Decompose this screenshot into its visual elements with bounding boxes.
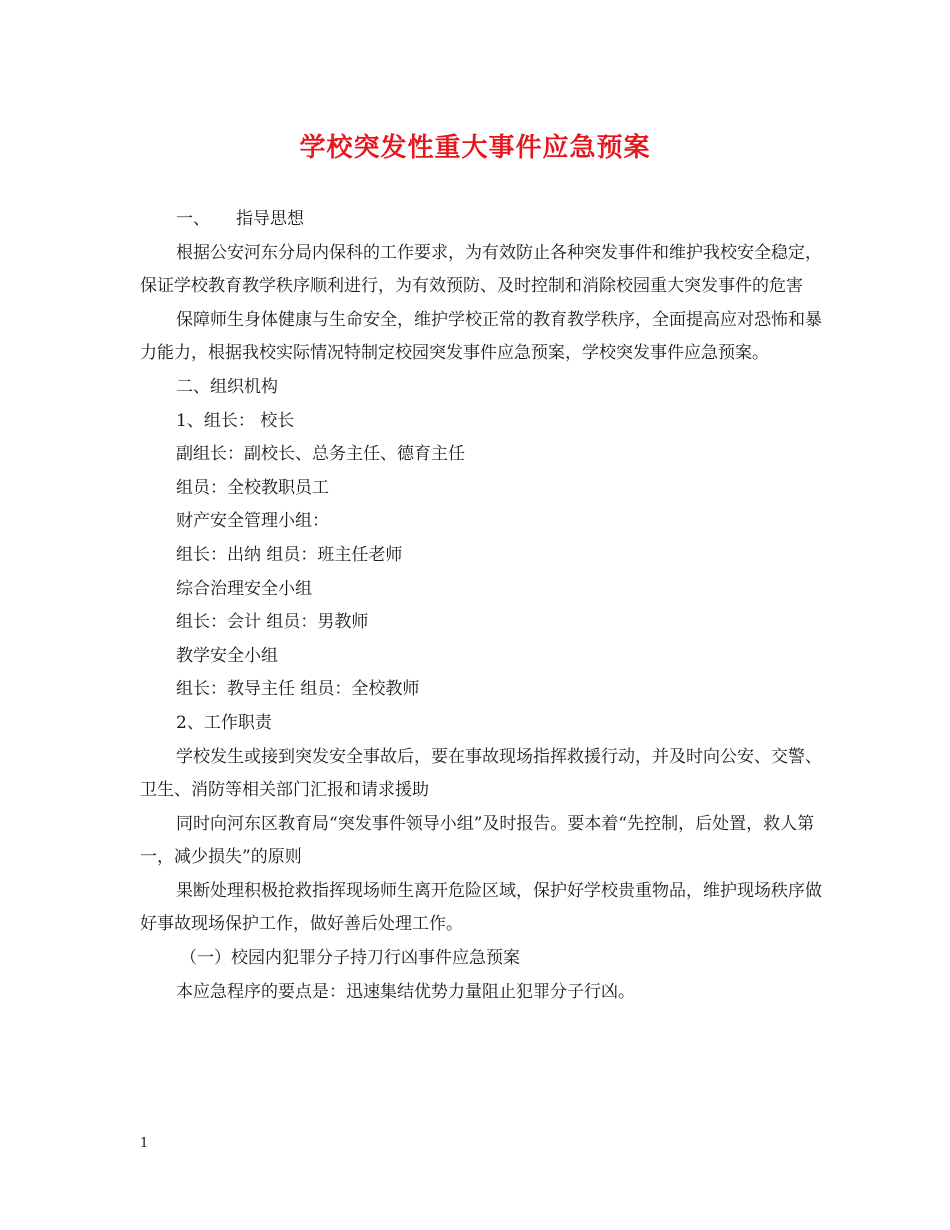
paragraph: 组长：出纳 组员：班主任老师	[176, 544, 403, 565]
section-number: 一、	[176, 209, 210, 229]
paragraph: 教学安全小组	[176, 645, 278, 666]
paragraph: 组员：全校教职员工	[176, 477, 329, 498]
page-number: 1	[140, 1136, 149, 1151]
paragraph: 保障师生身体健康与生命安全，维护学校正常的教育教学秩序，全面提高应对恐怖和暴力能力，根据我校实际情况特制定校园突发事件应急预案，学校突发事件应急预案。	[140, 309, 822, 364]
subsection-heading: （一）校园内犯罪分子持刀行凶事件应急预案	[180, 948, 520, 969]
paragraph: 根据公安河东分局内保科的工作要求，为有效防止各种突发事件和维护我校安全稳定，保证学校教育教学秩序顺利进行，为有效预防、及时控制和消除校园重大突发事件的危害	[140, 242, 822, 297]
document-title: 学校突发性重大事件应急预案	[299, 133, 651, 163]
document-body	[140, 203, 830, 1009]
paragraph: 果断处理积极抢救指挥现场师生离开危险区域，保护好学校贵重物品，维护现场秩序做好事故现场保护工作，做好善后处理工作。	[140, 880, 822, 935]
section-title: 指导思想	[236, 209, 304, 229]
section-heading-organization: 二、组织机构	[176, 376, 278, 397]
paragraph: 学校发生或接到突发安全事故后，要在事故现场指挥救援行动，并及时向公安、交警、卫生、消防等相关部门汇报和请求援助	[140, 746, 822, 801]
paragraph: 财产安全管理小组：	[176, 511, 329, 532]
paragraph: 本应急程序的要点是：迅速集结优势力量阻止犯罪分子行凶。	[176, 981, 635, 1002]
paragraph: 同时向河东区教育局“突发事件领导小组”及时报告。要本着“先控制，后处置，救人第一，减少损失”的原则	[140, 813, 815, 868]
paragraph: 组长：教导主任 组员：全校教师	[176, 679, 420, 700]
section-heading-responsibilities: 2、工作职责	[176, 712, 272, 733]
section-heading-guiding-ideology	[140, 203, 830, 237]
paragraph: 1、组长： 校长	[176, 410, 295, 431]
paragraph: 组长：会计 组员：男教师	[176, 612, 369, 633]
paragraph: 综合治理安全小组	[176, 578, 312, 599]
paragraph: 副组长：副校长、总务主任、德育主任	[176, 444, 465, 465]
